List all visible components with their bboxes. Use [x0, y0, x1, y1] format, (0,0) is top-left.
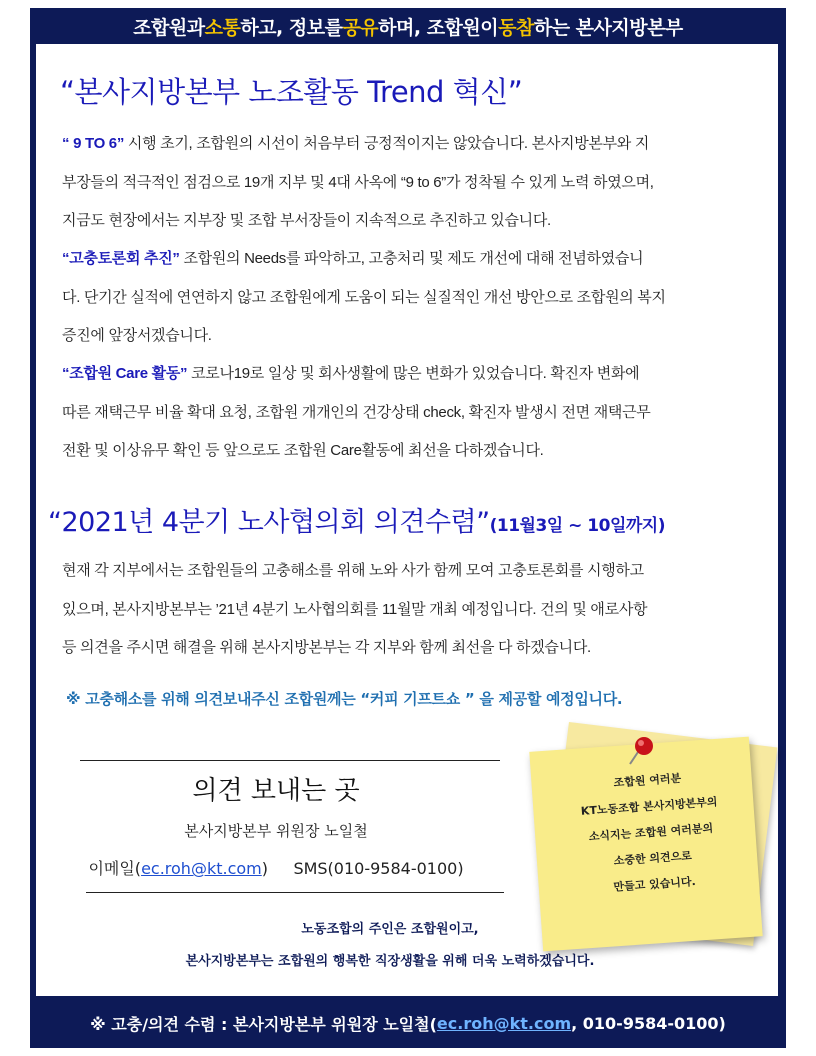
- section2-text: 현재 각 지부에서는 조합원들의 고충해소를 위해 노와 사가 함께 모여 고충토론회를 시행하고: [62, 562, 644, 579]
- header-part: 하는 본사지방본부: [533, 16, 683, 39]
- header-highlight: 동참: [498, 16, 534, 39]
- contact-title: 의견 보내는 곳: [192, 776, 360, 806]
- section2-text: 등 의견을 주시면 해결을 위해 본사지방본부는 각 지부와 함께 최선을 다 하겠습니다.: [62, 639, 591, 656]
- note-line: KT노동조합 본사지방본부의: [580, 795, 718, 818]
- note-line: 만들고 있습니다.: [613, 875, 697, 894]
- email-prefix: 이메일(: [88, 859, 142, 878]
- header-part: 하고, 정보를: [240, 16, 343, 39]
- email-suffix: ): [261, 859, 268, 878]
- footer-banner: [30, 998, 786, 1048]
- item-keyword: “ 9 TO 6”: [62, 135, 125, 152]
- contact-details: [80, 856, 472, 879]
- gift-notice: ※ 고충해소를 위해 의견보내주신 조합원께는 “커피 기프트쇼 ” 을 제공할 예정입니다.: [66, 690, 623, 708]
- item-text: 코로나19로 일상 및 회사생활에 많은 변화가 있었습니다. 확진자 변화에: [187, 365, 640, 382]
- note-line: 조합원 여러분: [613, 771, 682, 790]
- item-member-care: [62, 355, 758, 471]
- item-text: 증진에 앞장서겠습니다.: [62, 327, 212, 344]
- item-keyword: “조합원 Care 활동”: [62, 365, 188, 382]
- section1-title: “본사지방본부 노조활동 Trend 혁신”: [60, 75, 523, 109]
- email-link[interactable]: ec.roh@kt.com: [141, 859, 262, 878]
- header-highlight: 공유: [342, 16, 379, 39]
- item-9to6: [62, 125, 758, 241]
- item-text: 부장들의 적극적인 점검으로 19개 지부 및 4대 사옥에 “9 to 6”가 정착될 수 있게 노력 하였으며,: [62, 173, 654, 191]
- footer-prefix: ※ 고충/의견 수렴 : 본사지방본부 위원장 노일철(: [90, 1014, 437, 1034]
- sticky-note-text: [552, 762, 751, 905]
- note-line: 소식지는 조합원 여러분의: [588, 821, 714, 844]
- footer-email-link[interactable]: ec.roh@kt.com: [436, 1013, 572, 1033]
- header-banner: [30, 8, 786, 44]
- divider-bottom: [86, 892, 504, 893]
- header-part: 조합원과: [133, 16, 205, 39]
- closing-line-1: 노동조합의 주인은 조합원이고,: [301, 922, 479, 937]
- pushpin-icon: [624, 728, 664, 768]
- item-text: 지금도 현장에서는 지부장 및 조합 부서장들이 지속적으로 추진하고 있습니다.: [62, 212, 551, 229]
- note-line: 소중한 의견으로: [613, 849, 693, 868]
- item-text: 조합원의 Needs를 파악하고, 고충처리 및 제도 개선에 대해 전념하였습니: [179, 250, 644, 267]
- section2-subtitle: (11월3일 ~ 10일까지): [489, 516, 665, 536]
- divider-top: [80, 760, 500, 761]
- sticky-note: [526, 724, 782, 954]
- item-text: 전환 및 이상유무 확인 등 앞으로도 조합원 Care활동에 최선을 다하겠습니다.: [62, 442, 544, 459]
- closing-line-2: 본사지방본부는 조합원의 행복한 직장생활을 위해 더욱 노력하겠습니다.: [185, 954, 595, 969]
- header-highlight: 소통: [204, 16, 241, 39]
- section2-text: 있으며, 본사지방본부는 ’21년 4분기 노사협의회를 11월말 개최 예정입니다. 건의 및 애로사항: [62, 600, 648, 618]
- sms-number: SMS(010-9584-0100): [293, 859, 464, 878]
- item-text: 다. 단기간 실적에 연연하지 않고 조합원에게 도움이 되는 실질적인 개선 방안으로 조합원의 복지: [62, 288, 666, 306]
- footer-suffix: , 010-9584-0100): [571, 1013, 726, 1033]
- item-grievance-forum: [62, 240, 758, 356]
- section2-title: [48, 500, 665, 539]
- header-part: 하며, 조합원이: [378, 16, 499, 39]
- item-text: 따른 재택근무 비율 확대 요청, 조합원 개개인의 건강상태 check, 확진자 발생시 전면 재택근무: [62, 403, 651, 421]
- section2-body: [62, 552, 758, 668]
- item-keyword: “고충토론회 추진”: [62, 250, 180, 267]
- item-text: 시행 초기, 조합원의 시선이 처음부터 긍정적이지는 않았습니다. 본사지방본부와 지: [124, 135, 650, 152]
- section2-title-text: “2021년 4분기 노사협의회 의견수렴”: [48, 507, 490, 538]
- contact-name: 본사지방본부 위원장 노일철: [184, 822, 368, 840]
